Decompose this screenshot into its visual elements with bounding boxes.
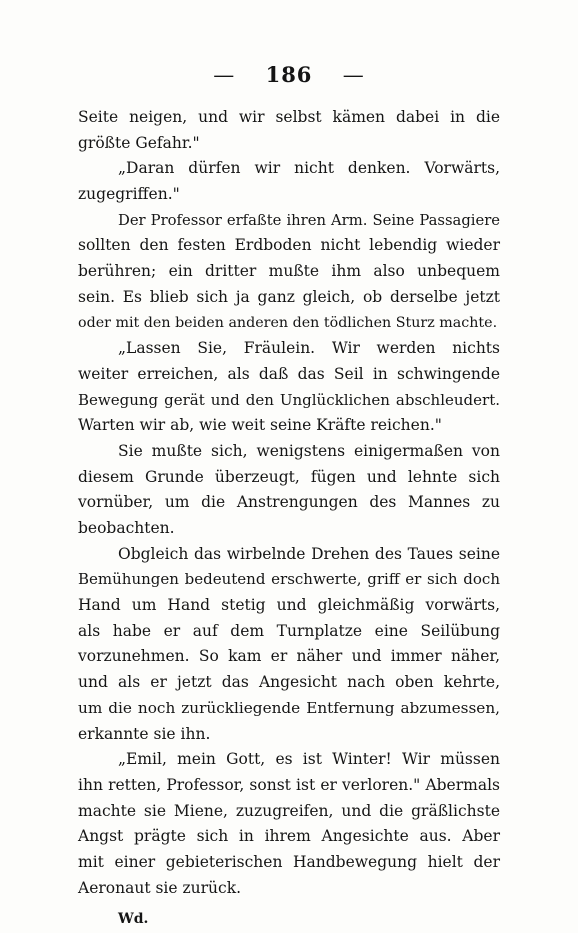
body-text	[78, 105, 500, 933]
text-line: „Emil, mein Gott, es ist Winter! Wir müssen	[118, 750, 500, 769]
text-line: „Daran dürfen wir nicht denken. Vorwärts,	[118, 159, 500, 178]
text-line: Hand um Hand stetig und gleichmäßig vorwärts,	[78, 596, 500, 615]
text-line: Obgleich das wirbelnde Drehen des Taues seine	[118, 544, 500, 563]
text-line: zugegriffen."	[78, 185, 180, 204]
author-signature: Wd.	[118, 911, 149, 928]
text-line: Aeronaut sie zurück.	[78, 878, 242, 897]
text-line: und als er jetzt das Angesicht nach oben kehrte,	[78, 673, 500, 692]
header-dash-right: —	[342, 63, 365, 87]
text-line: sollten den festen Erdboden nicht lebendig wieder	[78, 236, 500, 255]
text-line: sein. Es blieb sich ja ganz gleich, ob derselbe jetzt	[78, 287, 500, 306]
text-line: beobachten.	[78, 519, 175, 537]
text-line: diesem Grunde überzeugt, fügen und lehnte sich	[78, 467, 500, 486]
text-line: Seite neigen, und wir selbst kämen dabei in die	[78, 108, 500, 126]
text-line: Bemühungen bedeutend erschwerte, griff er sich doch	[78, 570, 500, 589]
page-header	[0, 62, 578, 87]
text-line: Sie mußte sich, wenigstens einigermaßen von	[118, 441, 500, 460]
page-number: 186	[265, 62, 313, 87]
text-line: vornüber, um die Anstrengungen des Mannes zu	[78, 493, 500, 512]
header-dash-left: —	[213, 63, 236, 87]
text-line: um die noch zurückliegende Entfernung abzumessen,	[78, 698, 500, 717]
text-line: mit einer gebieterischen Handbewegung hielt der	[78, 852, 500, 871]
text-line: oder mit den beiden anderen den tödlichen Sturz machte.	[78, 314, 498, 331]
text-line: erkannte sie ihn.	[78, 724, 211, 743]
text-line: machte sie Miene, zuzugreifen, und die gräßlichste	[78, 801, 500, 820]
text-line: Bewegung gerät und den Unglücklichen abschleudert.	[78, 390, 500, 409]
text-line: „Lassen Sie, Fräulein. Wir werden nichts	[118, 339, 500, 358]
text-line: berühren; ein dritter mußte ihm also unbequem	[78, 262, 500, 281]
text-line: weiter erreichen, als daß das Seil in schwingende	[78, 364, 500, 383]
text-line: ihn retten, Professor, sonst ist er verloren." Abermals	[78, 775, 500, 794]
text-line: Warten wir ab, wie weit seine Kräfte reichen."	[78, 416, 442, 435]
text-line: als habe er auf dem Turnplatze eine Seilübung	[78, 621, 500, 640]
text-line: vorzunehmen. So kam er näher und immer näher,	[78, 647, 500, 666]
text-line: größte Gefahr."	[78, 133, 200, 152]
text-line: Der Professor erfaßte ihren Arm. Seine Passagiere	[118, 211, 500, 229]
text-line: Angst prägte sich in ihrem Angesichte aus. Aber	[78, 827, 500, 846]
